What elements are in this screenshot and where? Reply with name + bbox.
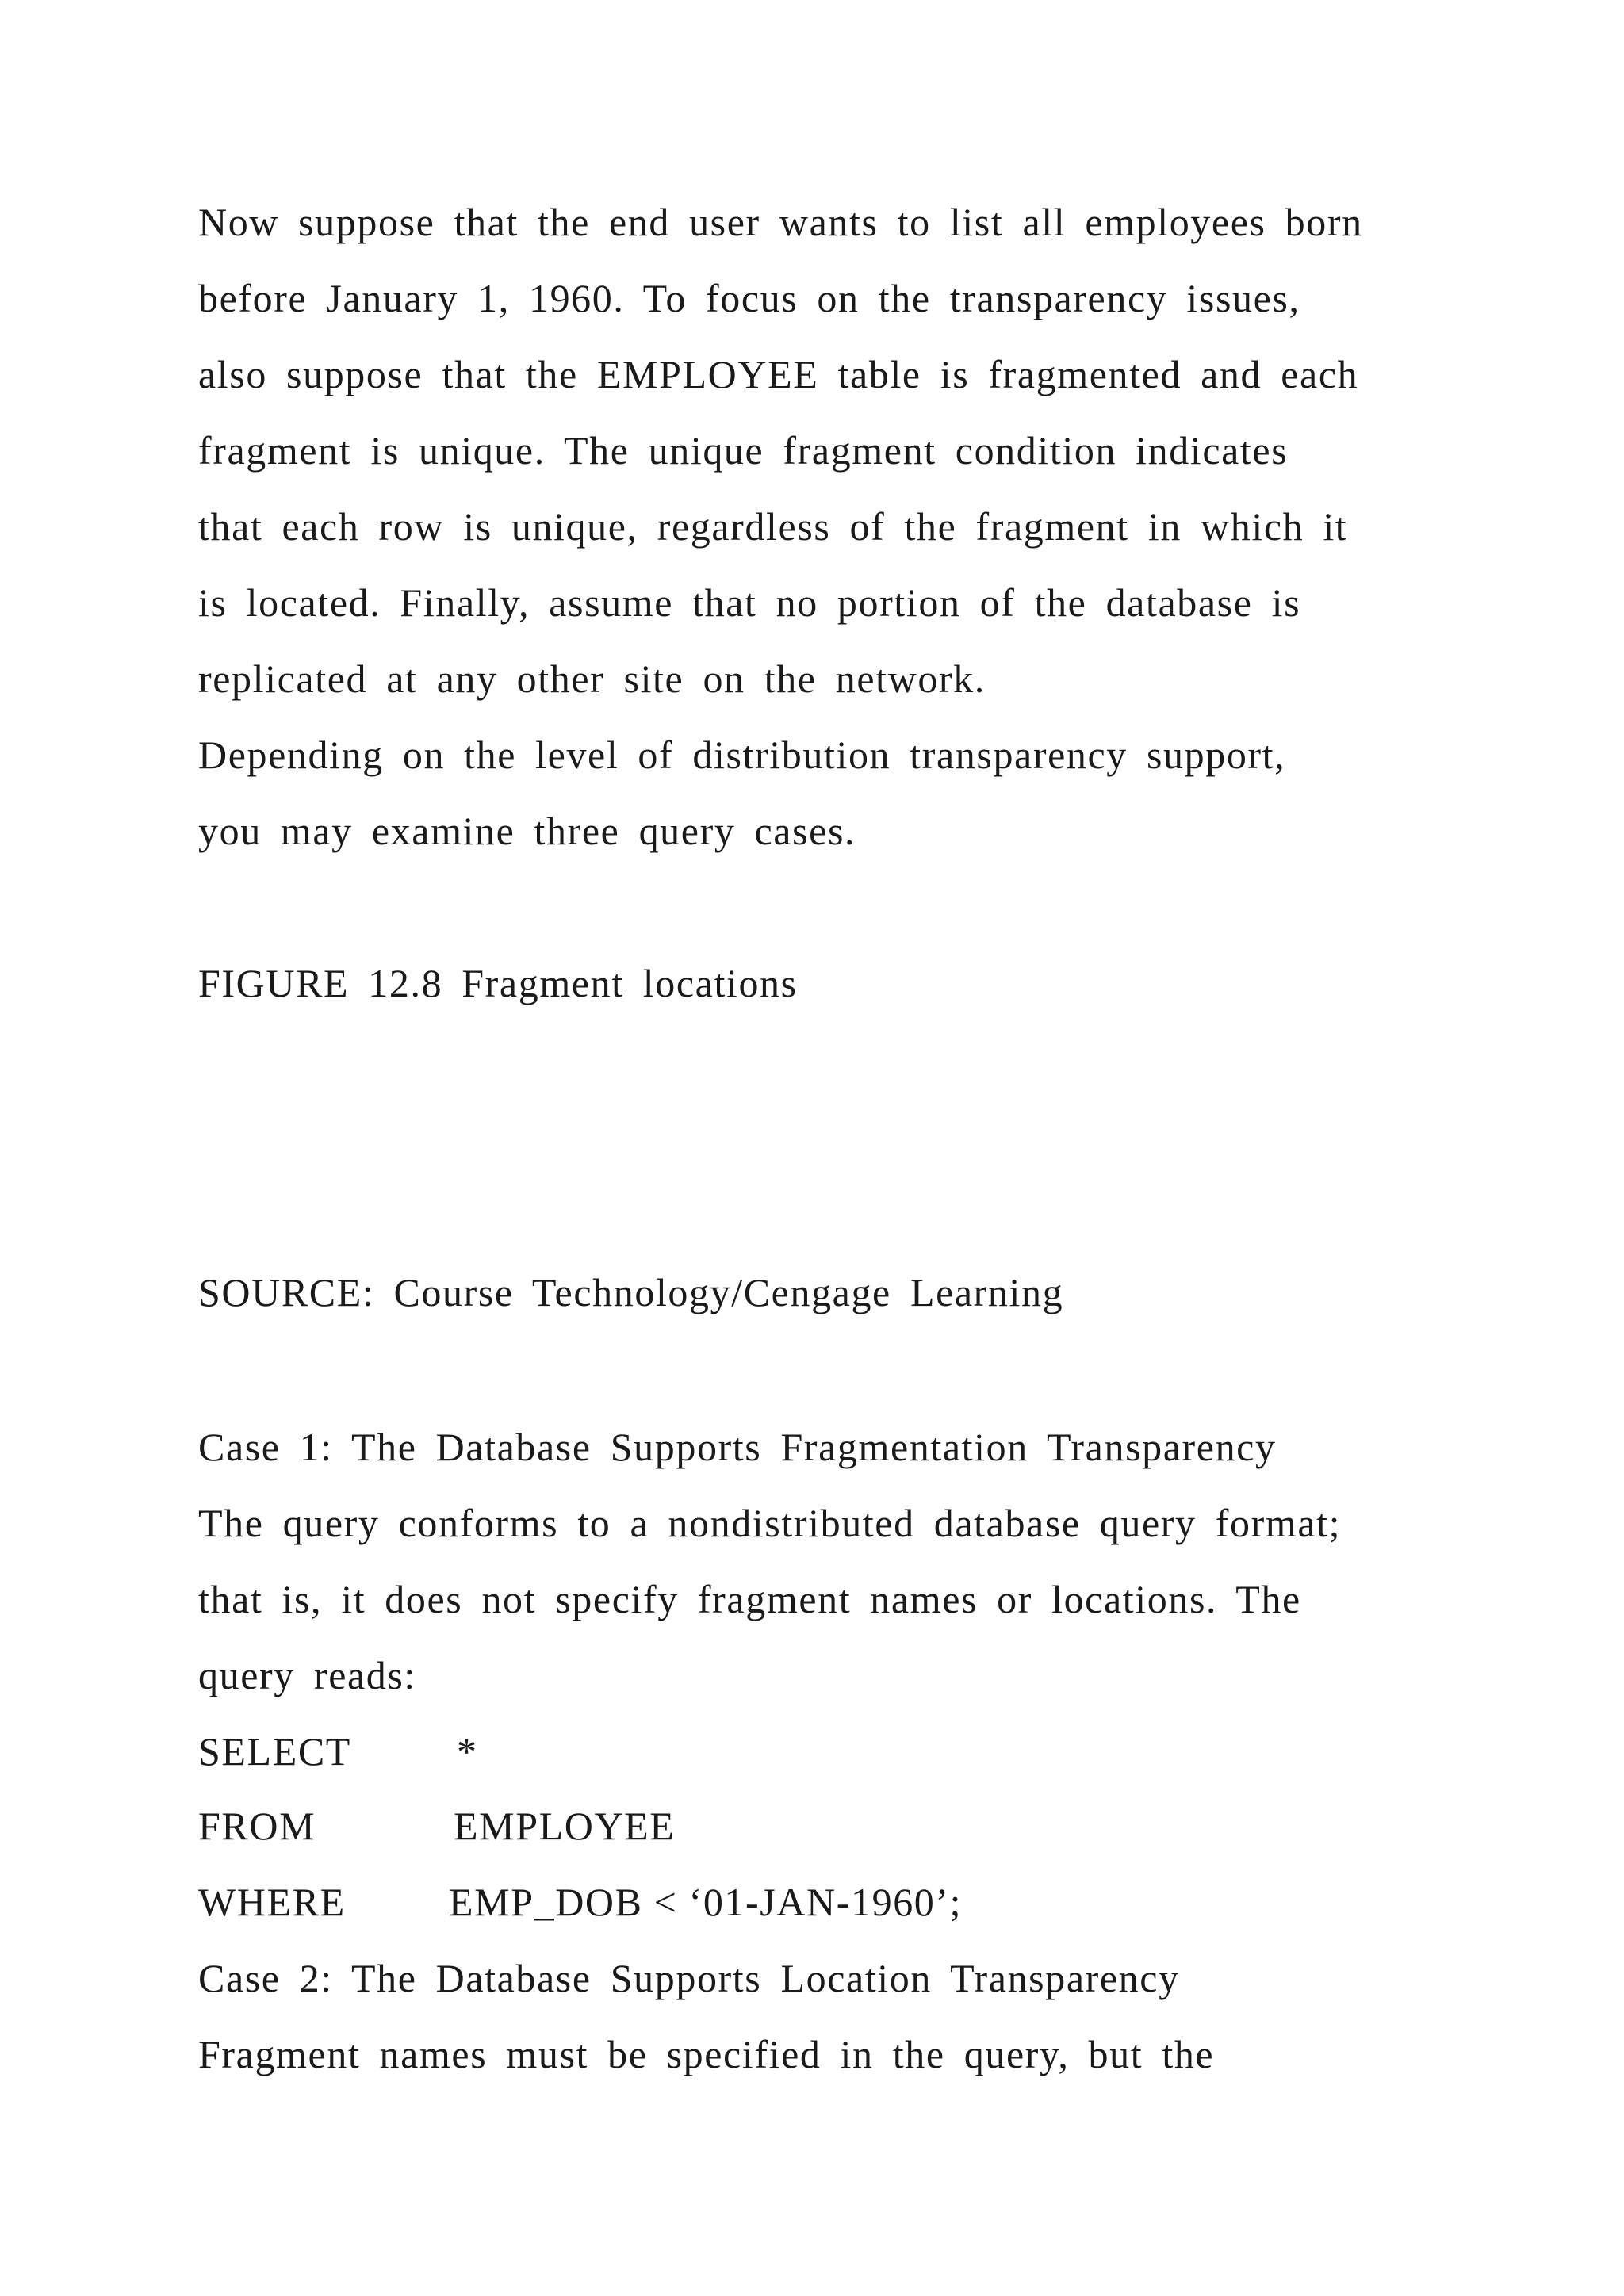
paragraph-line: is located. Finally, assume that no portion of the database is	[198, 580, 1301, 625]
case1-body-line: query reads:	[198, 1653, 416, 1697]
sql-from-line	[198, 1802, 1467, 1850]
case1-body-line: The query conforms to a nondistributed database query format;	[198, 1501, 1342, 1545]
paragraph-line: before January 1, 1960. To focus on the transparency issues,	[198, 276, 1300, 320]
paragraph-line: that each row is unique, regardless of the fragment in which it	[198, 504, 1348, 549]
sql-select-line	[198, 1728, 1467, 1775]
case2-heading: Case 2: The Database Supports Location Transparency	[198, 1956, 1180, 2000]
sql-from-argument: EMPLOYEE	[454, 1804, 676, 1848]
sql-select-keyword: SELECT	[198, 1729, 351, 1774]
sql-where-line	[198, 1878, 1467, 1926]
sql-where-keyword: WHERE	[198, 1880, 346, 1924]
sql-where-argument: EMP_DOB < ‘01-JAN-1960’;	[449, 1880, 963, 1924]
case1-heading: Case 1: The Database Supports Fragmentation Transparency	[198, 1425, 1277, 1469]
paragraph-line: fragment is unique. The unique fragment condition indicates	[198, 428, 1289, 473]
case2-body-line: Fragment names must be specified in the query, but the	[198, 2032, 1215, 2076]
sql-select-argument: *	[457, 1729, 478, 1774]
case1-body-line: that is, it does not specify fragment names or locations. The	[198, 1577, 1301, 1621]
figure-caption: FIGURE 12.8 Fragment locations	[198, 961, 798, 1005]
paragraph-line: you may examine three query cases.	[198, 809, 856, 853]
paragraph-line: also suppose that the EMPLOYEE table is fragmented and each	[198, 352, 1359, 396]
sql-from-keyword: FROM	[198, 1804, 316, 1848]
paragraph-line: Depending on the level of distribution transparency support,	[198, 733, 1286, 777]
paragraph-line: replicated at any other site on the network.	[198, 656, 986, 701]
paragraph-line: Now suppose that the end user wants to list all employees born	[198, 200, 1363, 244]
figure-source: SOURCE: Course Technology/Cengage Learning	[198, 1270, 1064, 1314]
